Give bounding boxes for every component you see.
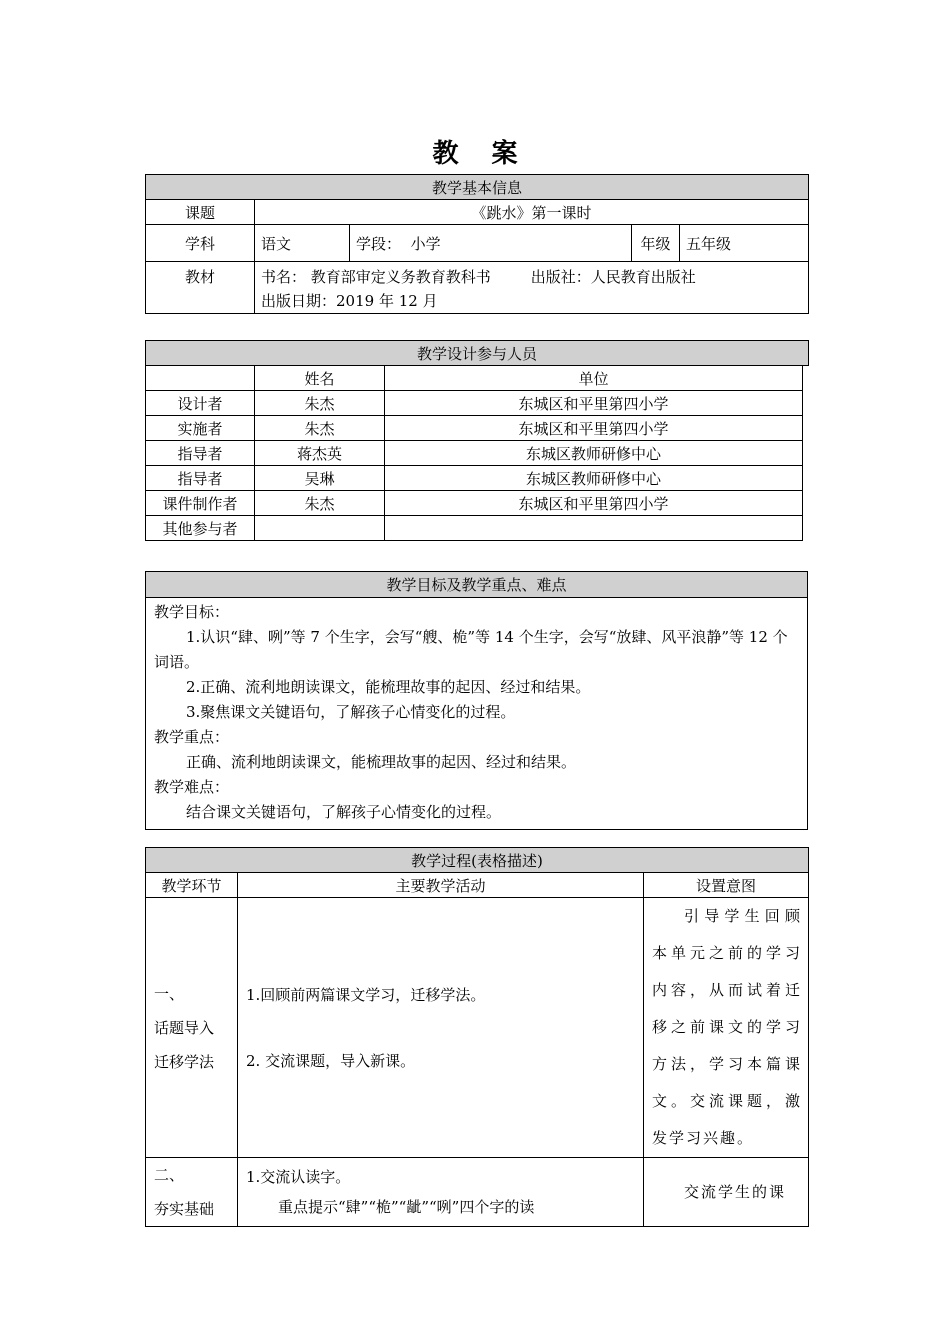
table-row [146, 491, 809, 516]
participant-name: 蒋杰英 [255, 441, 385, 466]
stage-1-line1: 话题导入 [154, 1018, 215, 1037]
goals-label: 教学目标： [154, 603, 230, 621]
process-table [145, 847, 809, 1227]
stage-1-activities [238, 898, 644, 1158]
goals-header: 教学目标及教学重点、难点 [146, 572, 808, 598]
document-title: 教 案 [432, 139, 530, 169]
process-header: 教学过程(表格描述) [146, 848, 809, 873]
participant-name [255, 516, 385, 541]
stage-2-num: 二、 [154, 1166, 185, 1184]
participant-role: 课件制作者 [146, 491, 255, 516]
subject-value: 语文 [255, 225, 350, 262]
stage-2-intent [644, 1158, 809, 1227]
participant-unit: 东城区教师研修中心 [385, 466, 803, 491]
table-row [146, 1158, 809, 1227]
participant-name: 朱杰 [255, 416, 385, 441]
stage-label: 学段： [356, 234, 402, 253]
topic-label: 课题 [146, 200, 255, 225]
unit-col-header: 单位 [385, 366, 803, 391]
difficulty-label: 教学难点： [154, 778, 230, 796]
stage-col-header: 教学环节 [146, 873, 238, 898]
participant-unit: 东城区和平里第四小学 [385, 416, 803, 441]
basic-info-header: 教学基本信息 [146, 175, 809, 200]
goal-item-1: 1.认识“肆、咧”等 7 个生字，会写“艘、桅”等 14 个生字，会写“放肆、风平浪静”等 12 个词语。 [154, 628, 788, 671]
stage-cell [350, 225, 632, 262]
stage-1-line2: 迁移学法 [154, 1052, 215, 1071]
table-row [146, 898, 809, 1158]
name-col-header: 姓名 [255, 366, 385, 391]
table-row [146, 516, 809, 541]
table-row [146, 466, 809, 491]
activity-col-header: 主要教学活动 [238, 873, 644, 898]
publish-date: 出版日期：2019 年 12 月 [261, 292, 438, 310]
subject-label: 学科 [146, 225, 255, 262]
key-point-label: 教学重点： [154, 728, 230, 746]
participant-name: 朱杰 [255, 391, 385, 416]
material-info [255, 262, 809, 314]
participants-header: 教学设计参与人员 [146, 341, 809, 366]
topic-value: 《跳水》第一课时 [255, 200, 809, 225]
role-col-header [146, 366, 255, 391]
participant-unit: 东城区和平里第四小学 [385, 391, 803, 416]
participant-unit: 东城区教师研修中心 [385, 441, 803, 466]
participant-unit: 东城区和平里第四小学 [385, 491, 803, 516]
stage-2-activity-1: 1.交流认读字。 [246, 1168, 351, 1186]
goal-item-3: 3.聚焦课文关键语句，了解孩子心情变化的过程。 [186, 703, 516, 721]
stage-2-line1: 夯实基础 [154, 1200, 215, 1218]
stage-1-intent-text: 引导学生回顾本单元之前的学习内容，从而试着迁移之前课文的学习方法，学习本篇课文。交流课题，激发学习兴趣。 [652, 907, 803, 1147]
stage-1-activity-1: 1.回顾前两篇课文学习，迁移学法。 [246, 985, 486, 1004]
participant-role: 设计者 [146, 391, 255, 416]
stage-1 [146, 898, 238, 1158]
stage-2-activity-2: 重点提示“肆”“桅”“龇”“咧”四个字的读 [278, 1198, 535, 1216]
stage-2 [146, 1158, 238, 1227]
participant-name: 吴琳 [255, 466, 385, 491]
participant-role: 指导者 [146, 441, 255, 466]
participants-table [145, 340, 809, 541]
participant-role: 指导者 [146, 466, 255, 491]
grade-label: 年级 [632, 225, 680, 262]
table-row [146, 416, 809, 441]
intent-col-header: 设置意图 [644, 873, 809, 898]
difficulty-text: 结合课文关键语句，了解孩子心情变化的过程。 [186, 803, 502, 821]
participant-role: 实施者 [146, 416, 255, 441]
table-row [146, 391, 809, 416]
grade-value: 五年级 [680, 225, 809, 262]
participant-unit [385, 516, 803, 541]
stage-value: 小学 [410, 234, 441, 253]
goals-table [145, 571, 808, 830]
stage-2-activities [238, 1158, 644, 1227]
basic-info-table [145, 174, 809, 314]
key-point-text: 正确、流利地朗读课文，能梳理故事的起因、经过和结果。 [186, 753, 577, 771]
participant-role: 其他参与者 [146, 516, 255, 541]
stage-1-activity-2: 2. 交流课题，导入新课。 [246, 1051, 416, 1070]
stage-1-intent [644, 898, 809, 1158]
goals-body [146, 598, 808, 830]
stage-2-intent-text: 交流学生的课 [684, 1182, 787, 1201]
book-name: 书名： 教育部审定义务教育教科书 [261, 268, 491, 286]
goal-item-2: 2.正确、流利地朗读课文，能梳理故事的起因、经过和结果。 [186, 678, 591, 696]
participant-name: 朱杰 [255, 491, 385, 516]
publisher: 出版社：人民教育出版社 [530, 268, 696, 286]
table-row [146, 441, 809, 466]
material-label: 教材 [146, 262, 255, 314]
stage-1-num: 一、 [154, 984, 185, 1003]
